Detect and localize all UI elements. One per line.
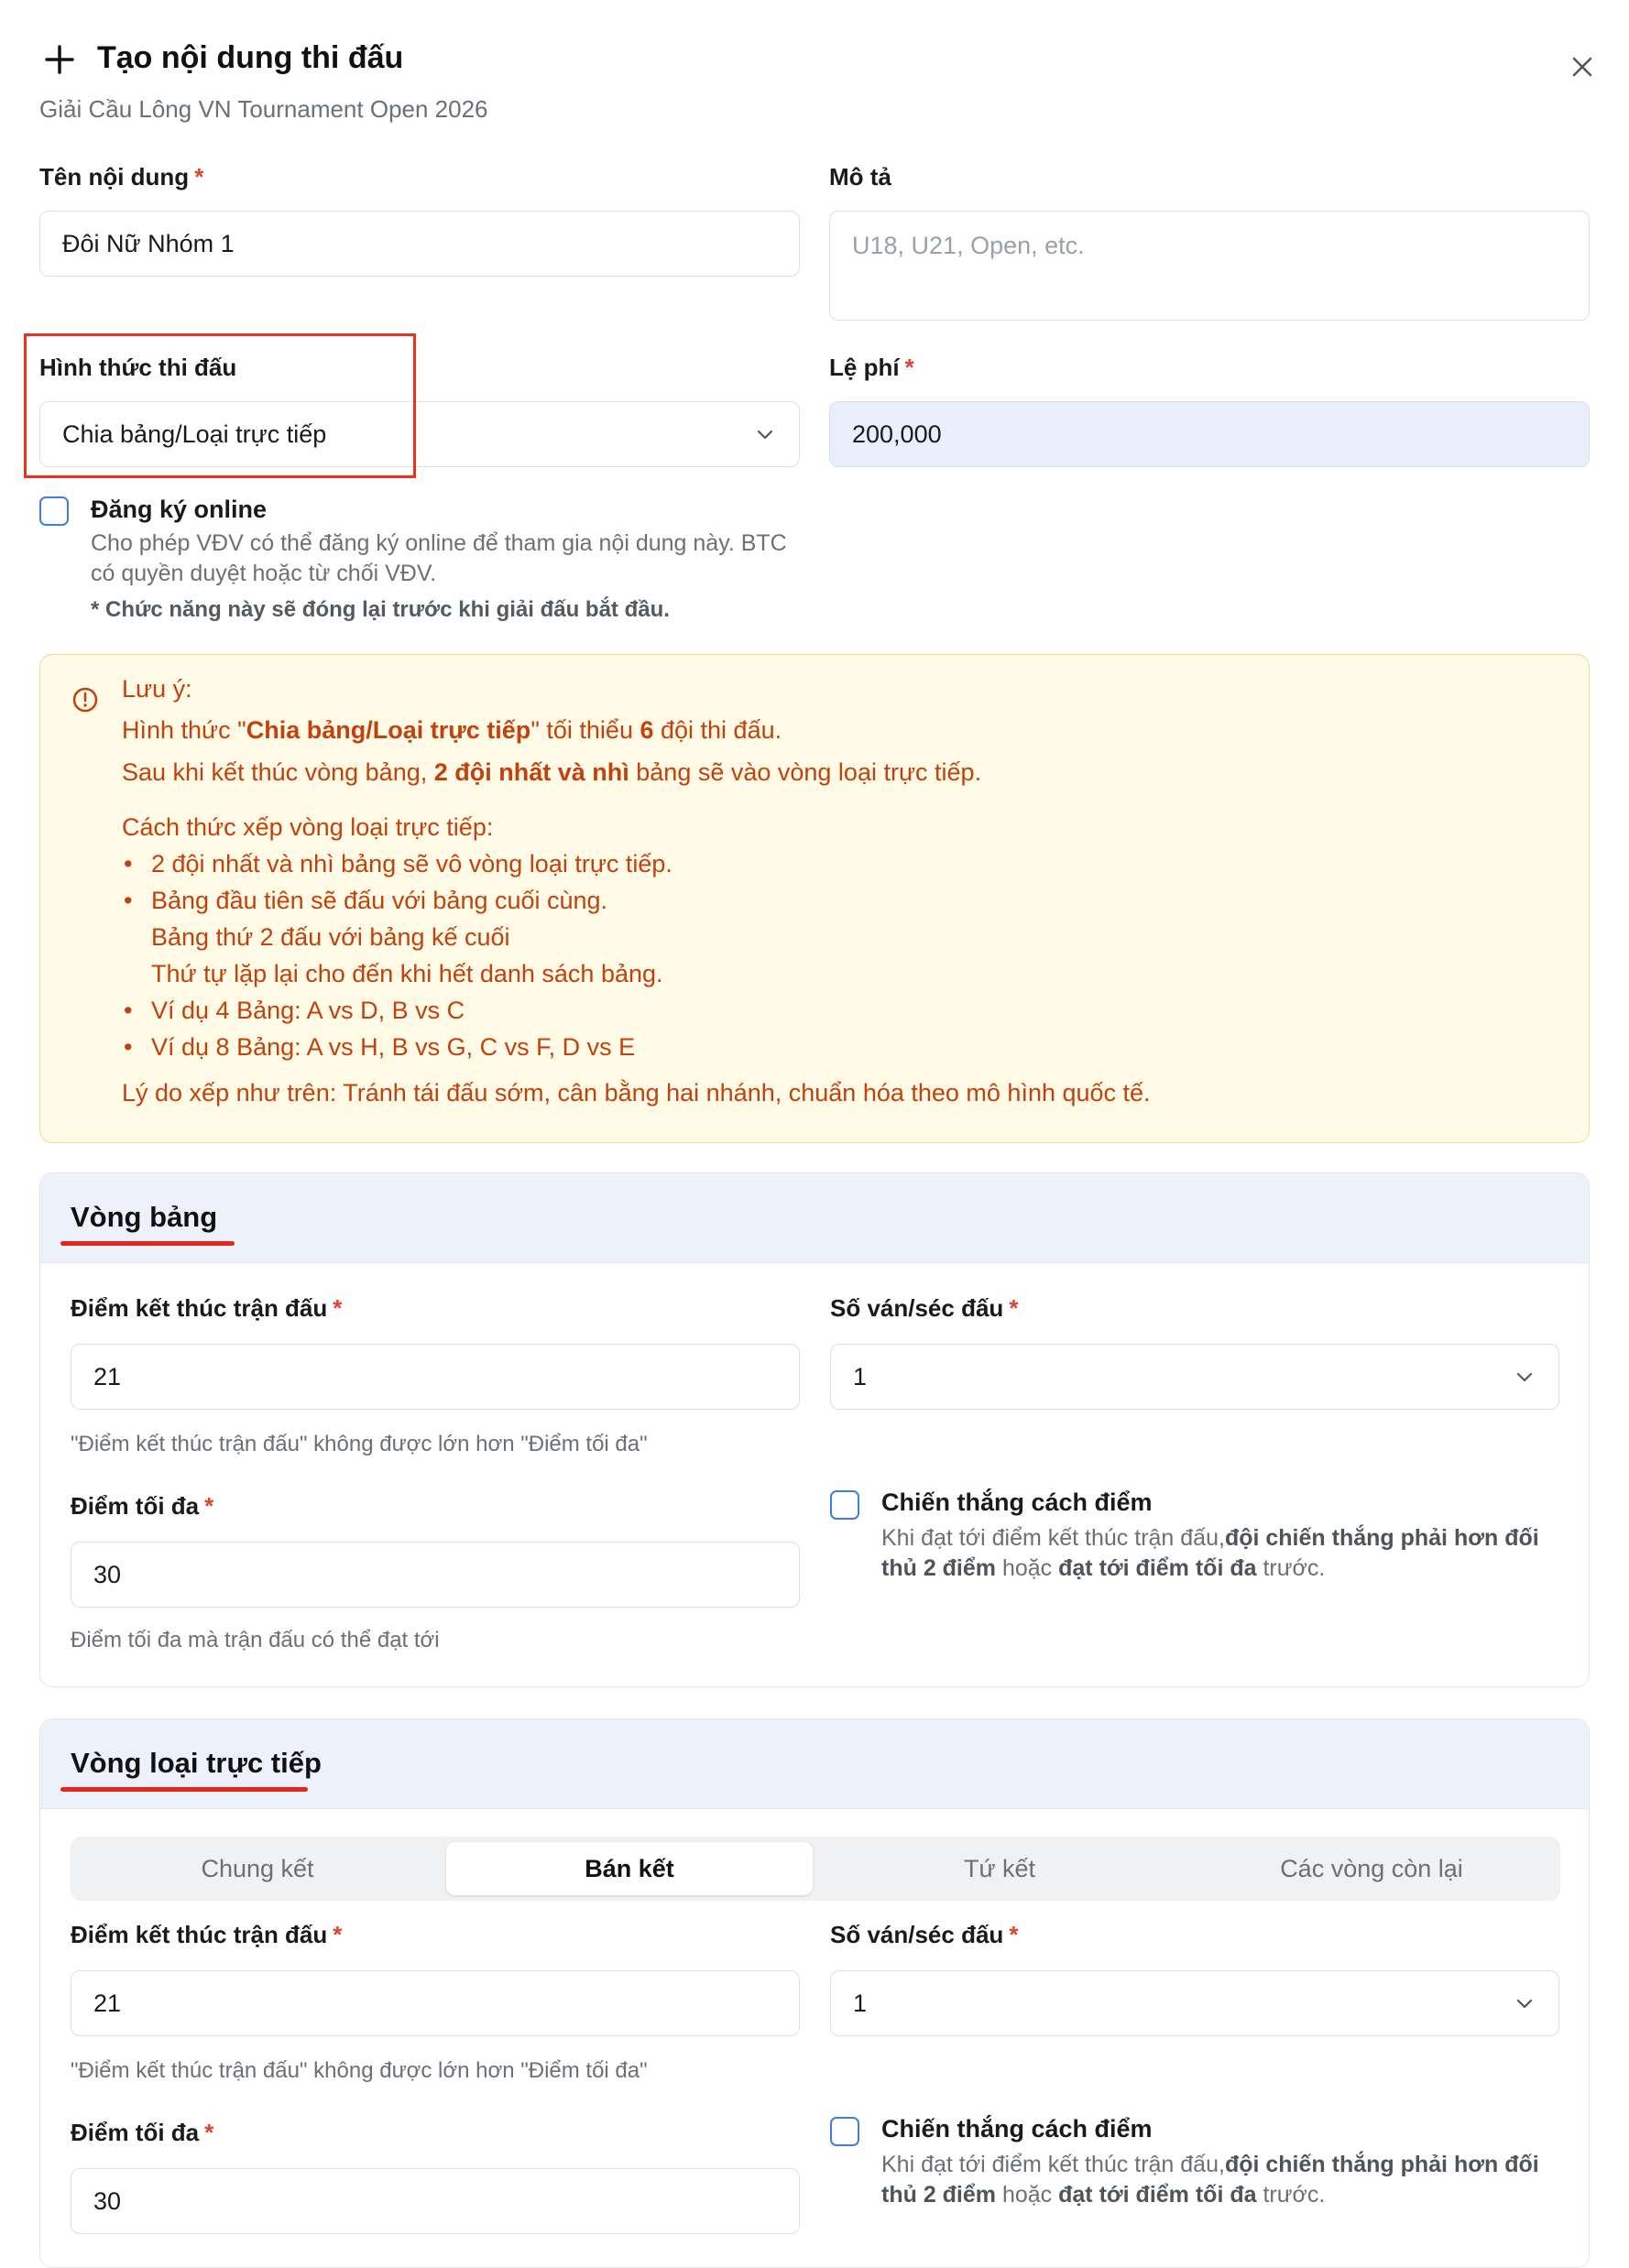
online-registration-checkbox[interactable] [39, 496, 69, 526]
sets-label: Số ván/séc đấu * [830, 1921, 1019, 1948]
win-by-margin-title: Chiến thắng cách điểm [881, 1488, 1153, 1516]
chevron-down-icon [1514, 1367, 1535, 1387]
name-label: Tên nội dung * [39, 163, 204, 191]
notice-method-heading: Cách thức xếp vòng loại trực tiếp: [122, 813, 494, 841]
end-score-input[interactable] [71, 1344, 800, 1410]
max-score-input[interactable] [71, 1542, 800, 1608]
online-registration-desc: Cho phép VĐV có thể đăng ký online để tham gia nội dung này. BTC có quyền duyệt hoặc từ chối VĐV. [91, 530, 787, 586]
end-score-value: 21 [93, 1989, 122, 2017]
max-score-label: Điểm tối đa * [71, 2119, 214, 2146]
max-score-value: 30 [93, 2186, 122, 2215]
list-item: • Bảng đầu tiên sẽ đấu với bảng cuối cùng. [124, 887, 608, 914]
required-mark: * [904, 354, 914, 381]
page-subtitle: Giải Cầu Lông VN Tournament Open 2026 [39, 95, 488, 123]
end-score-label: Điểm kết thúc trận đấu * [71, 1294, 343, 1322]
win-by-margin-title: Chiến thắng cách điểm [881, 2115, 1153, 2143]
required-mark: * [194, 163, 204, 191]
sets-label: Số ván/séc đấu * [830, 1294, 1019, 1322]
chevron-down-icon [755, 424, 775, 444]
win-by-margin-checkbox[interactable] [830, 2117, 859, 2146]
format-select-value: Chia bảng/Loại trực tiếp [62, 420, 327, 448]
notice-heading: Lưu ý: [122, 675, 192, 703]
fee-label: Lệ phí * [829, 354, 914, 381]
fee-input-value: 200,000 [852, 420, 942, 448]
max-score-value: 30 [93, 1560, 122, 1588]
description-textarea[interactable] [829, 211, 1590, 321]
close-icon[interactable] [1570, 55, 1594, 79]
description-label: Mô tả [829, 163, 891, 191]
win-by-margin-checkbox[interactable] [830, 1490, 859, 1520]
end-score-hint: "Điểm kết thúc trận đấu" không được lớn hơn "Điểm tối đa" [71, 1432, 648, 1456]
page-title: Tạo nội dung thi đấu [97, 40, 404, 75]
chevron-down-icon [1514, 1993, 1535, 2013]
sets-value: 1 [853, 1362, 868, 1390]
knockout-section [39, 1718, 1590, 2268]
format-label: Hình thức thi đấu [39, 354, 237, 381]
section-underline [60, 1787, 308, 1792]
knockout-header [40, 1719, 1590, 1809]
max-score-hint: Điểm tối đa mà trận đấu có thể đạt tới [71, 1628, 440, 1652]
list-item-continued: Thứ tự lặp lại cho đến khi hết danh sách bảng. [151, 960, 663, 987]
tab-semifinal[interactable]: Bán kết [446, 1842, 813, 1895]
notice-line-2: Sau khi kết thúc vòng bảng, 2 đội nhất và nhì bảng sẽ vào vòng loại trực tiếp. [122, 758, 982, 786]
notice-content [122, 671, 1569, 1111]
name-input-value: Đôi Nữ Nhóm 1 [62, 229, 235, 257]
end-score-hint: "Điểm kết thúc trận đấu" không được lớn hơn "Điểm tối đa" [71, 2058, 648, 2083]
group-stage-section [39, 1172, 1590, 1687]
name-input[interactable] [39, 211, 800, 277]
group-stage-header [40, 1173, 1590, 1263]
list-item-continued: Bảng thứ 2 đấu với bảng kế cuối [151, 923, 510, 951]
notice-box [39, 654, 1590, 1143]
plus-icon [44, 44, 75, 75]
notice-reason: Lý do xếp như trên: Tránh tái đấu sớm, cân bằng hai nhánh, chuẩn hóa theo mô hình quốc tế. [122, 1079, 1151, 1107]
sets-select[interactable] [830, 1970, 1559, 2036]
group-stage-title: Vòng bảng [71, 1201, 218, 1233]
header [0, 0, 1629, 128]
list-item: • 2 đội nhất và nhì bảng sẽ vô vòng loại trực tiếp. [124, 850, 672, 878]
end-score-value: 21 [93, 1362, 122, 1390]
fee-input[interactable] [829, 401, 1590, 467]
round-tabs [71, 1837, 1560, 1901]
online-registration-note: * Chức năng này sẽ đóng lại trước khi giải đấu bắt đầu. [91, 597, 670, 622]
list-item: • Ví dụ 4 Bảng: A vs D, B vs C [124, 997, 465, 1024]
list-item: • Ví dụ 8 Bảng: A vs H, B vs G, C vs F, D vs E [124, 1033, 636, 1061]
win-by-margin-desc: Khi đạt tới điểm kết thúc trận đấu,đội chiến thắng phải hơn đối thủ 2 điểm hoặc đạt tới điểm tối đa trước. [881, 2152, 1539, 2208]
end-score-input[interactable] [71, 1970, 800, 2036]
knockout-title: Vòng loại trực tiếp [71, 1747, 322, 1779]
alert-circle-icon [71, 686, 99, 714]
description-placeholder: U18, U21, Open, etc. [852, 232, 1085, 259]
online-registration-title: Đăng ký online [91, 496, 268, 523]
notice-bullet-list [122, 845, 1569, 1065]
end-score-label: Điểm kết thúc trận đấu * [71, 1921, 343, 1948]
win-by-margin-desc: Khi đạt tới điểm kết thúc trận đấu,đội chiến thắng phải hơn đối thủ 2 điểm hoặc đạt tới điểm tối đa trước. [881, 1525, 1539, 1581]
tab-quarterfinal[interactable]: Tứ kết [963, 1854, 1036, 1882]
max-score-input[interactable] [71, 2168, 800, 2234]
sets-value: 1 [853, 1989, 868, 2017]
sets-select[interactable] [830, 1344, 1559, 1410]
tab-final[interactable]: Chung kết [201, 1854, 314, 1882]
format-highlight-box [24, 333, 416, 478]
notice-line-1: Hình thức "Chia bảng/Loại trực tiếp" tối thiểu 6 đội thi đấu. [122, 716, 782, 744]
tab-other-rounds[interactable]: Các vòng còn lại [1280, 1854, 1463, 1882]
section-underline [60, 1241, 235, 1246]
max-score-label: Điểm tối đa * [71, 1492, 214, 1520]
